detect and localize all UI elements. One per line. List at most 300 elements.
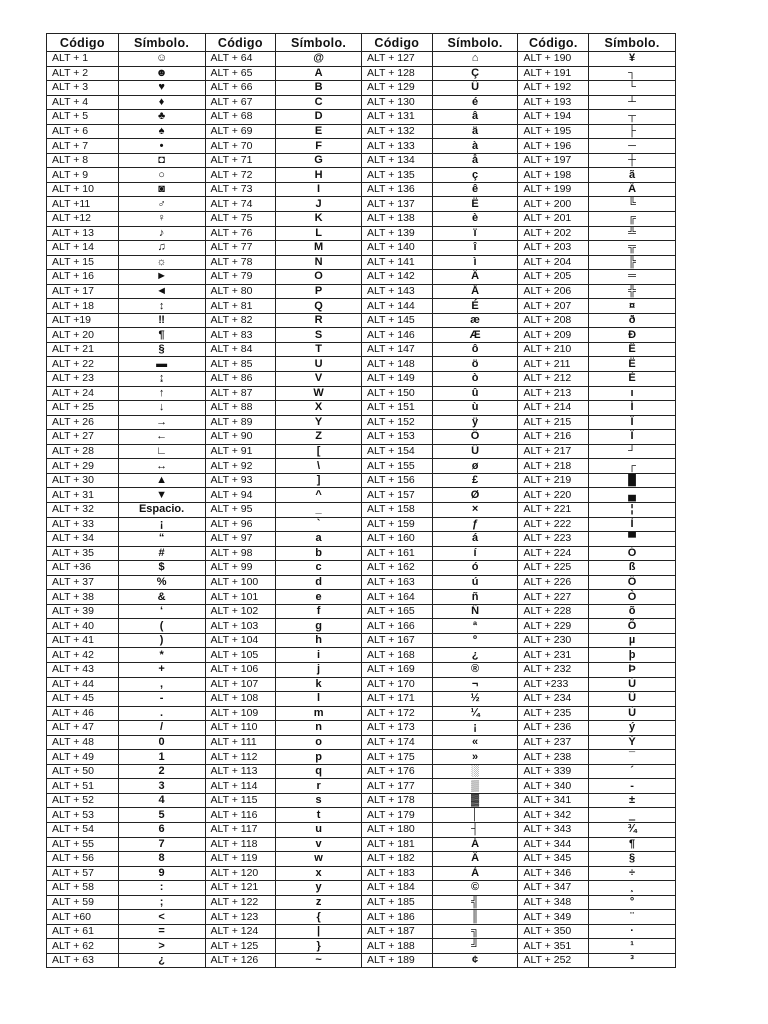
code-cell: ALT + 14: [47, 241, 119, 256]
symbol-cell: ³: [589, 953, 676, 968]
symbol-cell: ⌂: [432, 52, 518, 67]
symbol-cell: x: [276, 866, 362, 881]
code-cell: ALT + 85: [205, 357, 276, 372]
code-cell: ALT + 159: [361, 517, 432, 532]
table-row: [47, 924, 676, 939]
code-cell: ALT + 82: [205, 313, 276, 328]
symbol-cell: ☼: [118, 255, 205, 270]
code-cell: ALT + 111: [205, 735, 276, 750]
symbol-cell: ═: [589, 270, 676, 285]
code-cell: ALT + 94: [205, 488, 276, 503]
symbol-cell: s: [276, 793, 362, 808]
code-cell: ALT + 168: [361, 648, 432, 663]
code-cell: ALT + 350: [518, 924, 589, 939]
code-cell: ALT + 34: [47, 532, 119, 547]
symbol-cell: ‼: [118, 313, 205, 328]
symbol-cell: d: [276, 575, 362, 590]
code-cell: ALT +36: [47, 561, 119, 576]
symbol-cell: ─: [589, 139, 676, 154]
symbol-cell: P: [276, 284, 362, 299]
symbol-cell: Â: [432, 852, 518, 867]
table-row: [47, 153, 676, 168]
table-row: [47, 66, 676, 81]
code-cell: ALT + 122: [205, 895, 276, 910]
code-cell: ALT + 155: [361, 459, 432, 474]
symbol-cell: Ë: [589, 357, 676, 372]
code-cell: ALT + 237: [518, 735, 589, 750]
symbol-cell: «: [432, 735, 518, 750]
code-cell: ALT + 194: [518, 110, 589, 125]
table-body: [47, 52, 676, 968]
code-cell: ALT + 124: [205, 924, 276, 939]
symbol-cell: m: [276, 706, 362, 721]
code-cell: ALT + 118: [205, 837, 276, 852]
code-cell: ALT + 41: [47, 633, 119, 648]
code-cell: ALT + 22: [47, 357, 119, 372]
symbol-cell: ♣: [118, 110, 205, 125]
symbol-cell: Á: [432, 837, 518, 852]
symbol-cell: ↨: [118, 372, 205, 387]
table-row: [47, 750, 676, 765]
symbol-cell: è: [432, 212, 518, 227]
table-row: [47, 488, 676, 503]
symbol-cell: ]: [276, 473, 362, 488]
symbol-cell: ╦: [589, 241, 676, 256]
code-cell: ALT + 35: [47, 546, 119, 561]
symbol-cell: └: [589, 81, 676, 96]
symbol-cell: Ê: [589, 342, 676, 357]
code-cell: ALT + 205: [518, 270, 589, 285]
code-cell: ALT + 30: [47, 473, 119, 488]
table-row: [47, 139, 676, 154]
header-simbolo-2: Símbolo.: [276, 34, 362, 52]
symbol-cell: `: [276, 517, 362, 532]
symbol-cell: Ñ: [432, 604, 518, 619]
table-row: [47, 677, 676, 692]
symbol-cell: 8: [118, 852, 205, 867]
code-cell: ALT + 13: [47, 226, 119, 241]
symbol-cell: ↔: [118, 459, 205, 474]
code-cell: ALT + 114: [205, 779, 276, 794]
symbol-cell: ☻: [118, 66, 205, 81]
symbol-cell: ): [118, 633, 205, 648]
code-cell: ALT + 90: [205, 430, 276, 445]
symbol-cell: J: [276, 197, 362, 212]
table-row: [47, 662, 676, 677]
symbol-cell: ~: [276, 953, 362, 968]
code-cell: ALT + 228: [518, 604, 589, 619]
symbol-cell: ♪: [118, 226, 205, 241]
code-cell: ALT + 45: [47, 692, 119, 707]
table-row: [47, 444, 676, 459]
symbol-cell: Þ: [589, 662, 676, 677]
symbol-cell: ¸: [589, 881, 676, 896]
symbol-cell: ,: [118, 677, 205, 692]
symbol-cell: Í: [589, 401, 676, 416]
symbol-cell: Ë: [432, 197, 518, 212]
code-cell: ALT + 351: [518, 939, 589, 954]
table-row: [47, 95, 676, 110]
code-cell: ALT + 148: [361, 357, 432, 372]
code-cell: ALT + 115: [205, 793, 276, 808]
symbol-cell: §: [589, 852, 676, 867]
symbol-cell: 4: [118, 793, 205, 808]
symbol-cell: Î: [589, 415, 676, 430]
table-row: [47, 822, 676, 837]
code-cell: ALT + 162: [361, 561, 432, 576]
code-cell: ALT + 64: [205, 52, 276, 67]
symbol-cell: Ú: [589, 677, 676, 692]
table-row: [47, 313, 676, 328]
symbol-cell: T: [276, 342, 362, 357]
symbol-cell: [: [276, 444, 362, 459]
code-cell: ALT + 163: [361, 575, 432, 590]
code-cell: ALT + 49: [47, 750, 119, 765]
code-cell: ALT + 206: [518, 284, 589, 299]
symbol-cell: ├: [589, 124, 676, 139]
table-row: [47, 415, 676, 430]
code-cell: ALT + 96: [205, 517, 276, 532]
table-row: [47, 357, 676, 372]
symbol-cell: ©: [432, 881, 518, 896]
symbol-cell: 3: [118, 779, 205, 794]
code-cell: ALT + 8: [47, 153, 119, 168]
table-row: [47, 459, 676, 474]
code-cell: ALT + 61: [47, 924, 119, 939]
code-cell: ALT + 88: [205, 401, 276, 416]
code-cell: ALT + 75: [205, 212, 276, 227]
code-cell: ALT + 109: [205, 706, 276, 721]
code-cell: ALT + 217: [518, 444, 589, 459]
code-cell: ALT + 29: [47, 459, 119, 474]
code-cell: ALT + 139: [361, 226, 432, 241]
code-cell: ALT + 91: [205, 444, 276, 459]
code-cell: ALT + 57: [47, 866, 119, 881]
code-cell: ALT + 144: [361, 299, 432, 314]
code-cell: ALT + 223: [518, 532, 589, 547]
table-row: [47, 182, 676, 197]
header-codigo-2: Código: [205, 34, 276, 52]
code-cell: ALT + 62: [47, 939, 119, 954]
code-cell: ALT + 215: [518, 415, 589, 430]
code-cell: ALT + 197: [518, 153, 589, 168]
symbol-cell: ╔: [589, 212, 676, 227]
code-cell: ALT + 226: [518, 575, 589, 590]
symbol-cell: K: [276, 212, 362, 227]
symbol-cell: X: [276, 401, 362, 416]
symbol-cell: ƒ: [432, 517, 518, 532]
symbol-cell: ½: [432, 692, 518, 707]
code-cell: ALT + 208: [518, 313, 589, 328]
symbol-cell: 2: [118, 764, 205, 779]
symbol-cell: Ã: [589, 182, 676, 197]
symbol-cell: “: [118, 532, 205, 547]
table-row: [47, 241, 676, 256]
code-cell: ALT + 84: [205, 342, 276, 357]
symbol-cell: z: [276, 895, 362, 910]
symbol-cell: ·: [589, 924, 676, 939]
symbol-cell: │: [432, 808, 518, 823]
symbol-cell: £: [432, 473, 518, 488]
symbol-cell: ÿ: [432, 415, 518, 430]
table-row: [47, 881, 676, 896]
symbol-cell: Ü: [432, 444, 518, 459]
code-cell: ALT + 93: [205, 473, 276, 488]
symbol-cell: j: [276, 662, 362, 677]
symbol-cell: k: [276, 677, 362, 692]
code-cell: ALT + 229: [518, 619, 589, 634]
symbol-cell: O: [276, 270, 362, 285]
symbol-cell: W: [276, 386, 362, 401]
symbol-cell: f: [276, 604, 362, 619]
code-cell: ALT + 203: [518, 241, 589, 256]
code-cell: ALT + 72: [205, 168, 276, 183]
table-row: [47, 532, 676, 547]
code-cell: ALT + 196: [518, 139, 589, 154]
code-cell: ALT + 171: [361, 692, 432, 707]
code-cell: ALT + 135: [361, 168, 432, 183]
symbol-cell: ÷: [589, 866, 676, 881]
symbol-cell: ù: [432, 401, 518, 416]
symbol-cell: ←: [118, 430, 205, 445]
symbol-cell: t: [276, 808, 362, 823]
symbol-cell: G: [276, 153, 362, 168]
code-cell: ALT + 212: [518, 372, 589, 387]
table-row: [47, 299, 676, 314]
code-cell: ALT +12: [47, 212, 119, 227]
code-cell: ALT + 73: [205, 182, 276, 197]
symbol-cell: &: [118, 590, 205, 605]
table-row: [47, 372, 676, 387]
table-row: [47, 808, 676, 823]
code-cell: ALT + 7: [47, 139, 119, 154]
symbol-cell: É: [432, 299, 518, 314]
code-cell: ALT + 165: [361, 604, 432, 619]
symbol-cell: ↕: [118, 299, 205, 314]
code-cell: ALT + 79: [205, 270, 276, 285]
table-row: [47, 270, 676, 285]
symbol-cell: {: [276, 910, 362, 925]
symbol-cell: 0: [118, 735, 205, 750]
table-row: [47, 793, 676, 808]
symbol-cell: Ò: [589, 590, 676, 605]
symbol-cell: å: [432, 153, 518, 168]
code-cell: ALT + 173: [361, 721, 432, 736]
code-cell: ALT + 175: [361, 750, 432, 765]
table-row: [47, 561, 676, 576]
symbol-cell: ☺: [118, 52, 205, 67]
code-cell: ALT + 339: [518, 764, 589, 779]
code-cell: ALT + 123: [205, 910, 276, 925]
symbol-cell: Ì: [589, 517, 676, 532]
symbol-cell: ó: [432, 561, 518, 576]
code-cell: ALT + 54: [47, 822, 119, 837]
symbol-cell: ║: [432, 910, 518, 925]
code-cell: ALT + 67: [205, 95, 276, 110]
symbol-cell: L: [276, 226, 362, 241]
symbol-cell: C: [276, 95, 362, 110]
symbol-cell: →: [118, 415, 205, 430]
table-row: [47, 721, 676, 736]
code-cell: ALT + 80: [205, 284, 276, 299]
code-cell: ALT + 154: [361, 444, 432, 459]
code-cell: ALT + 56: [47, 852, 119, 867]
code-cell: ALT + 92: [205, 459, 276, 474]
symbol-cell: %: [118, 575, 205, 590]
code-cell: ALT + 95: [205, 502, 276, 517]
code-cell: ALT + 121: [205, 881, 276, 896]
code-cell: ALT + 15: [47, 255, 119, 270]
code-cell: ALT + 152: [361, 415, 432, 430]
table-row: [47, 430, 676, 445]
symbol-cell: Ü: [432, 81, 518, 96]
code-cell: ALT + 46: [47, 706, 119, 721]
symbol-cell: ì: [432, 255, 518, 270]
symbol-cell: ã: [589, 168, 676, 183]
symbol-cell: ┼: [589, 153, 676, 168]
symbol-cell: ↓: [118, 401, 205, 416]
symbol-cell: w: [276, 852, 362, 867]
code-cell: ALT + 348: [518, 895, 589, 910]
symbol-cell: á: [432, 532, 518, 547]
symbol-cell: ▀: [589, 532, 676, 547]
symbol-cell: l: [276, 692, 362, 707]
code-cell: ALT + 190: [518, 52, 589, 67]
table-row: [47, 779, 676, 794]
code-cell: ALT + 108: [205, 692, 276, 707]
table-row: [47, 866, 676, 881]
code-cell: ALT + 230: [518, 633, 589, 648]
code-cell: ALT + 345: [518, 852, 589, 867]
code-cell: ALT + 32: [47, 502, 119, 517]
symbol-cell: Ø: [432, 488, 518, 503]
code-cell: ALT + 26: [47, 415, 119, 430]
symbol-cell: I: [276, 182, 362, 197]
code-cell: ALT + 235: [518, 706, 589, 721]
symbol-cell: ▲: [118, 473, 205, 488]
symbol-cell: 9: [118, 866, 205, 881]
symbol-cell: #: [118, 546, 205, 561]
symbol-cell: î: [432, 241, 518, 256]
symbol-cell: o: [276, 735, 362, 750]
symbol-cell: ä: [432, 124, 518, 139]
code-cell: ALT + 227: [518, 590, 589, 605]
header-codigo-3: Código: [361, 34, 432, 52]
table-row: [47, 895, 676, 910]
symbol-cell: p: [276, 750, 362, 765]
code-cell: ALT + 53: [47, 808, 119, 823]
code-cell: ALT + 127: [361, 52, 432, 67]
symbol-cell: ▓: [432, 793, 518, 808]
code-cell: ALT + 58: [47, 881, 119, 896]
code-cell: ALT + 131: [361, 110, 432, 125]
symbol-cell: N: [276, 255, 362, 270]
code-cell: ALT + 3: [47, 81, 119, 96]
symbol-cell: ♂: [118, 197, 205, 212]
code-cell: ALT + 76: [205, 226, 276, 241]
symbol-cell: ¤: [589, 299, 676, 314]
symbol-cell: Û: [589, 692, 676, 707]
symbol-cell: »: [432, 750, 518, 765]
table-row: [47, 386, 676, 401]
symbol-cell: ¶: [118, 328, 205, 343]
code-cell: ALT + 63: [47, 953, 119, 968]
table-row: [47, 197, 676, 212]
code-cell: ALT + 191: [518, 66, 589, 81]
symbol-cell: Y: [276, 415, 362, 430]
code-cell: ALT +19: [47, 313, 119, 328]
header-simbolo-3: Símbolo.: [432, 34, 518, 52]
code-cell: ALT + 44: [47, 677, 119, 692]
code-cell: ALT + 199: [518, 182, 589, 197]
code-cell: ALT + 340: [518, 779, 589, 794]
symbol-cell: ○: [118, 168, 205, 183]
symbol-cell: ¢: [432, 953, 518, 968]
symbol-cell: ;: [118, 895, 205, 910]
symbol-cell: -: [589, 779, 676, 794]
symbol-cell: (: [118, 619, 205, 634]
symbol-cell: ♦: [118, 95, 205, 110]
symbol-cell: ¼: [432, 706, 518, 721]
symbol-cell: à: [432, 139, 518, 154]
symbol-cell: ◄: [118, 284, 205, 299]
symbol-cell: ◘: [118, 153, 205, 168]
symbol-cell: 6: [118, 822, 205, 837]
symbol-cell: Espacio.: [118, 502, 205, 517]
symbol-cell: q: [276, 764, 362, 779]
table-row: [47, 401, 676, 416]
code-cell: ALT + 102: [205, 604, 276, 619]
code-cell: ALT + 43: [47, 662, 119, 677]
symbol-cell: é: [432, 95, 518, 110]
code-cell: ALT + 143: [361, 284, 432, 299]
table-row: [47, 633, 676, 648]
symbol-cell: >: [118, 939, 205, 954]
code-cell: ALT + 192: [518, 81, 589, 96]
symbol-cell: F: [276, 139, 362, 154]
code-cell: ALT + 105: [205, 648, 276, 663]
symbol-cell: ┐: [589, 66, 676, 81]
code-cell: ALT + 117: [205, 822, 276, 837]
code-cell: ALT + 216: [518, 430, 589, 445]
code-cell: ALT + 180: [361, 822, 432, 837]
symbol-cell: ª: [432, 619, 518, 634]
code-cell: ALT + 71: [205, 153, 276, 168]
symbol-cell: <: [118, 910, 205, 925]
code-cell: ALT + 200: [518, 197, 589, 212]
symbol-cell: ð: [589, 313, 676, 328]
code-cell: ALT + 18: [47, 299, 119, 314]
code-cell: ALT + 68: [205, 110, 276, 125]
symbol-cell: :: [118, 881, 205, 896]
symbol-cell: █: [589, 473, 676, 488]
code-cell: ALT + 146: [361, 328, 432, 343]
code-cell: ALT + 126: [205, 953, 276, 968]
symbol-cell: ‘: [118, 604, 205, 619]
code-cell: ALT + 349: [518, 910, 589, 925]
code-cell: ALT + 136: [361, 182, 432, 197]
symbol-cell: 1: [118, 750, 205, 765]
code-cell: ALT + 209: [518, 328, 589, 343]
code-cell: ALT + 37: [47, 575, 119, 590]
table-row: [47, 212, 676, 227]
code-cell: ALT + 189: [361, 953, 432, 968]
code-cell: ALT + 179: [361, 808, 432, 823]
symbol-cell: ◙: [118, 182, 205, 197]
symbol-cell: R: [276, 313, 362, 328]
code-cell: ALT + 21: [47, 342, 119, 357]
code-cell: ALT + 346: [518, 866, 589, 881]
